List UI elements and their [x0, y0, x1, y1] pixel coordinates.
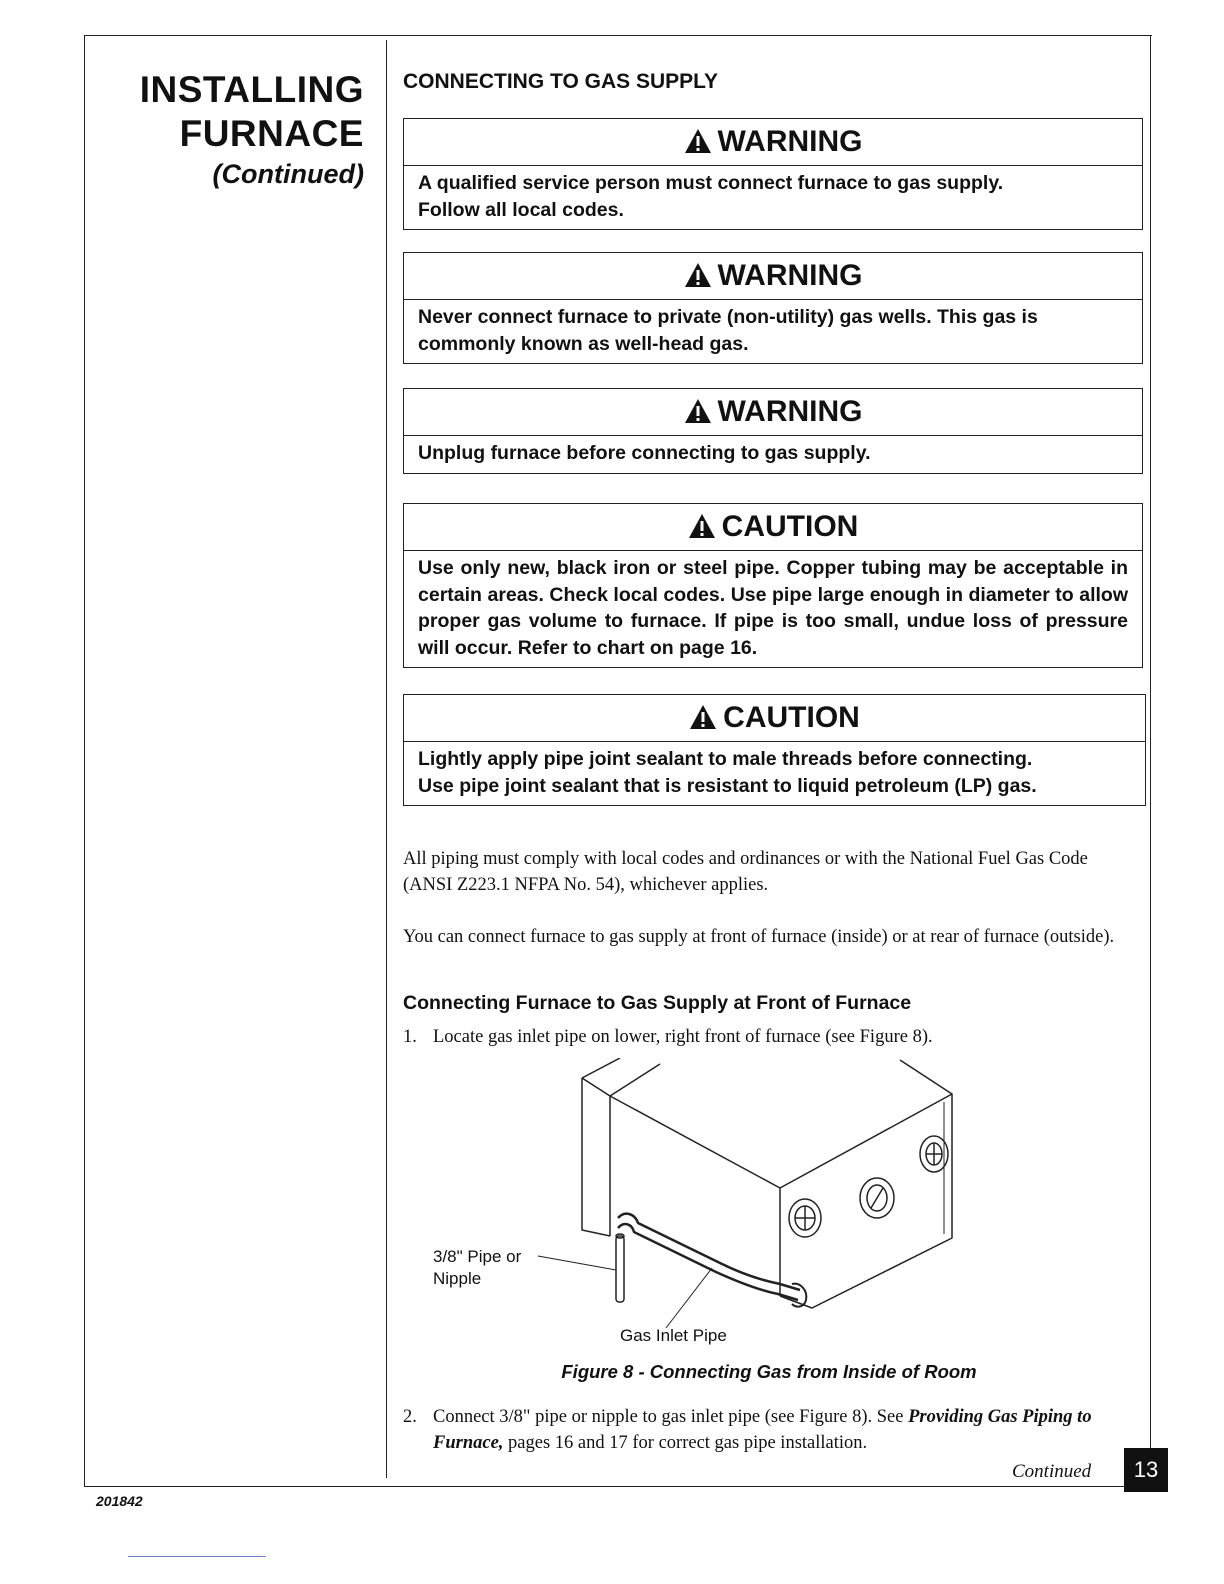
- notice-body: [404, 166, 1142, 229]
- stray-mark: [128, 1556, 266, 1557]
- furnace-drawing: [420, 1058, 1000, 1358]
- notice-body: [404, 436, 1142, 473]
- column-divider: [386, 40, 387, 1478]
- warning-box-gas-wells: [403, 252, 1143, 364]
- label-pipe-line2: Nipple: [433, 1269, 482, 1288]
- paragraph-text: You can connect furnace to gas supply at front of furnace (inside) or at rear of furnace (outside).: [403, 927, 1115, 947]
- page-number-tab: 13: [1124, 1448, 1168, 1492]
- heading-subtitle: (Continued): [212, 159, 364, 189]
- leader-line-inlet: [666, 1268, 712, 1328]
- page-frame-right: [1150, 35, 1151, 1487]
- page-frame-bottom: [84, 1486, 1124, 1487]
- notice-type: CAUTION: [723, 701, 860, 734]
- step-text: [433, 1404, 1138, 1456]
- leader-line-nipple: [538, 1256, 616, 1270]
- cross-reference: Providing Gas Piping to Furnace,: [433, 1407, 1092, 1453]
- warning-box-qualified-person: [403, 118, 1143, 230]
- notice-line: Lightly apply pipe joint sealant to male threads before connecting.: [418, 748, 1033, 770]
- paragraph-connection-options: [403, 924, 1133, 950]
- notice-body: [404, 742, 1145, 805]
- caution-box-sealant: [403, 694, 1146, 806]
- document-id: 201842: [96, 1493, 143, 1509]
- furnace-front-panel: [780, 1094, 952, 1308]
- caution-box-pipe-type: [403, 503, 1143, 668]
- step-2: [403, 1404, 1138, 1456]
- pipe-nipple: [616, 1236, 624, 1302]
- notice-type: CAUTION: [721, 510, 859, 543]
- notice-line: Unplug furnace before connecting to gas supply.: [418, 442, 871, 464]
- notice-line: Follow all local codes.: [418, 198, 624, 221]
- heading-line-1: INSTALLING: [139, 69, 364, 110]
- notice-header: [404, 389, 1142, 436]
- furnace-side-edge: [582, 1078, 610, 1236]
- step-number: 2.: [403, 1407, 417, 1427]
- furnace-top-right-line: [900, 1060, 952, 1094]
- furnace-corner-edge: [582, 1078, 610, 1236]
- label-gas-inlet-pipe: Gas Inlet Pipe: [620, 1326, 727, 1345]
- notice-line: Use pipe joint sealant that is resistant to liquid petroleum (LP) gas.: [418, 774, 1037, 797]
- page-frame-top: [84, 35, 1152, 36]
- warning-triangle-icon: [684, 262, 712, 288]
- caution-triangle-icon: [688, 513, 716, 539]
- notice-type: WARNING: [717, 395, 863, 428]
- notice-type: WARNING: [717, 259, 863, 292]
- paragraph-code-compliance: [403, 846, 1133, 898]
- figure-8-illustration: [420, 1058, 1000, 1358]
- continued-note: Continued: [1012, 1461, 1092, 1482]
- furnace-top-line-left: [582, 1058, 620, 1078]
- notice-text: Use only new, black iron or steel pipe. Copper tubing may be acceptable in certain areas. Check local codes. Use pipe large enough in diameter to allow proper gas volume to furnace. If pipe is too small, undue loss of pressure will occur. Refer to chart on page 16.: [418, 557, 1128, 659]
- step-1: [403, 1024, 1138, 1050]
- sidebar-heading: [140, 68, 364, 192]
- section-title: CONNECTING TO GAS SUPPLY: [403, 70, 719, 93]
- notice-header: [404, 695, 1145, 742]
- label-pipe-nipple: [433, 1246, 521, 1290]
- vent-center-slash: [871, 1188, 883, 1208]
- step-text-part: Connect 3/8" pipe or nipple to gas inlet pipe (see Figure 8). See: [433, 1407, 909, 1427]
- step-number: 1.: [403, 1027, 417, 1047]
- step-text: Locate gas inlet pipe on lower, right front of furnace (see Figure 8).: [433, 1027, 933, 1047]
- figure-caption: Figure 8 - Connecting Gas from Inside of Room: [561, 1361, 977, 1382]
- notice-line: commonly known as well-head gas.: [418, 332, 749, 355]
- warning-box-unplug: [403, 388, 1143, 474]
- furnace-top-line-mid: [610, 1064, 660, 1096]
- warning-triangle-icon: [684, 398, 712, 424]
- subheading: Connecting Furnace to Gas Supply at Front of Furnace: [403, 992, 912, 1014]
- furnace-top-front-edge: [610, 1096, 780, 1188]
- gas-inlet-pipe-lower: [618, 1224, 798, 1300]
- paragraph-text: All piping must comply with local codes and ordinances or with the National Fuel Gas Code (ANSI Z223.1 NFPA No. 54), whichever applies.: [403, 849, 1088, 895]
- gas-inlet-pipe-upper: [618, 1214, 800, 1290]
- page-frame-left: [84, 35, 85, 1487]
- step-text-part: pages 16 and 17 for correct gas pipe installation.: [503, 1433, 868, 1453]
- label-pipe-line1: 3/8" Pipe or: [433, 1247, 522, 1266]
- notice-header: [404, 253, 1142, 300]
- warning-triangle-icon: [684, 128, 712, 154]
- notice-header: [404, 504, 1142, 551]
- notice-header: [404, 119, 1142, 166]
- notice-line: A qualified service person must connect furnace to gas supply.: [418, 172, 1004, 194]
- notice-line: Never connect furnace to private (non-utility) gas wells. This gas is: [418, 306, 1038, 328]
- notice-type: WARNING: [717, 125, 863, 158]
- notice-body: [404, 551, 1142, 667]
- notice-body: [404, 300, 1142, 363]
- heading-line-2: FURNACE: [179, 113, 364, 154]
- caution-triangle-icon: [689, 704, 717, 730]
